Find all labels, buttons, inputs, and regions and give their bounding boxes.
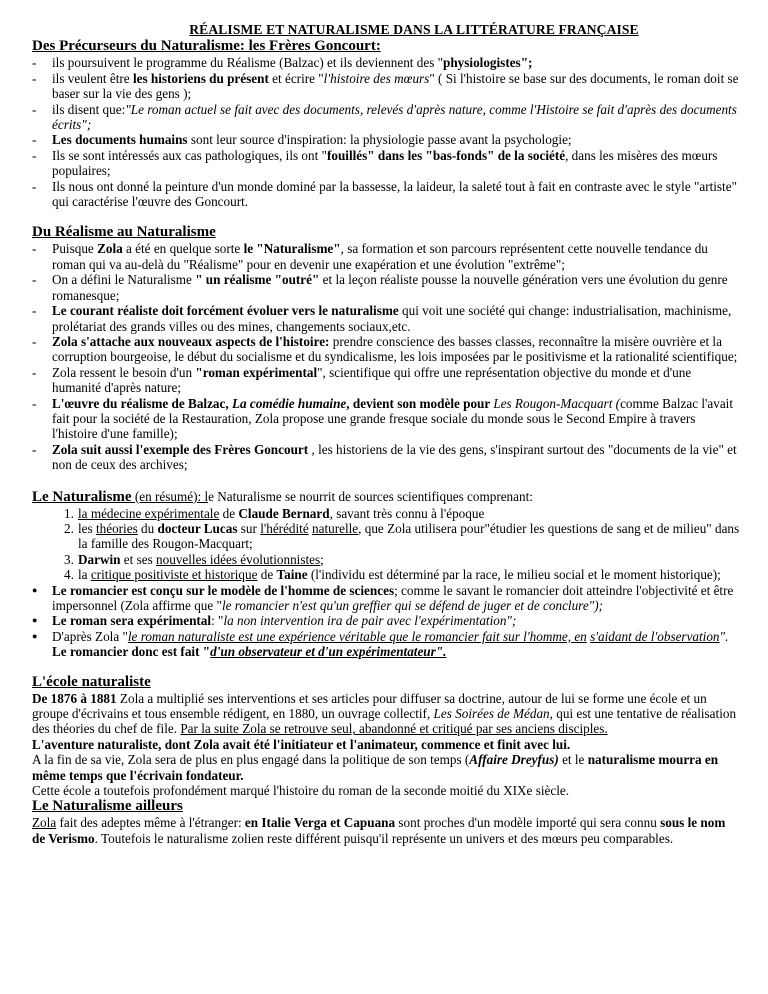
section-ecole-naturaliste xyxy=(32,674,740,847)
list-item: 4. la critique positiviste et historique de Taine (l'individu est déterminé par la race, le milieu social et le moment historique); xyxy=(64,567,721,583)
paragraph: Zola fait des adeptes même à l'étranger: en Italie Verga et Capuana sont proches d'un modèle importé qui sera connu sous le nom de Verismo. Toutefois le naturalisme zolien reste différent puisqu'il représente un univers et des mœurs peu comparables. xyxy=(32,815,726,846)
list-item: - Les documents humains sont leur source d'inspiration: la physiologie passe avant la psychologie; xyxy=(32,132,740,147)
list-item: - Ils nous ont donné la peinture d'un monde dominé par la bassesse, la laideur, la saleté tout à fait en contraste avec le style "artiste" qui caractérise l'œuvre des Goncourt. xyxy=(32,179,740,210)
sources-list xyxy=(32,506,740,583)
section-heading-ecole-naturaliste: L'école naturaliste xyxy=(32,673,151,690)
paragraph: De 1876 à 1881 Zola a multiplié ses interventions et ses articles pour diffuser sa doctrine, autour de lui se forme une école et un groupe d'écrivains et tous ensemble rédigent, en 1880, un ouvrage collectif, Les Soirées de Médan, qui est une tentative de réalisation des théories du chef de file. Par la suite Zola se retrouve seul, abandonné et critiqué par ses anciens disciples. xyxy=(32,690,737,737)
list-item: - On a défini le Naturalisme " un réalisme "outré" et la leçon réaliste pousse la nouvelle génération vers une évolution du genre romanesque; xyxy=(32,272,740,303)
section-realisme-naturalisme xyxy=(32,224,740,472)
list-item: - ils veulent être les historiens du présent et écrire "l'histoire des mœurs" ( Si l'histoire se base sur des documents, le roman doit se baser sur la vie des gens ); xyxy=(32,71,740,102)
section-heading-naturalisme-resume: Le Naturalisme (en résumé): le Naturalisme se nourrit de sources scientifiques comprenant: xyxy=(32,488,533,505)
section-heading-naturalisme-ailleurs: Le Naturalisme ailleurs xyxy=(32,798,183,815)
list-item: - ils poursuivent le programme du Réalisme (Balzac) et ils deviennent des "physiologistes"; xyxy=(32,55,740,70)
paragraph: L'aventure naturaliste, dont Zola avait été l'initiateur et l'animateur, commence et finit avec lui. xyxy=(32,736,571,752)
section-heading-realisme-naturalisme: Du Réalisme au Naturalisme xyxy=(32,224,216,241)
list-item: - Zola ressent le besoin d'un "roman expérimental", scientifique qui offre une représentation objective du monde et d'une humanité d'après nature; xyxy=(32,365,740,396)
realisme-list xyxy=(32,241,740,472)
list-item: 3. Darwin et ses nouvelles idées évolutionnistes; xyxy=(64,551,324,567)
list-item: - Ils se sont intéressés aux cas pathologiques, ils ont "fouillés" dans les "bas-fonds" de la société, dans les misères des mœurs populaires; xyxy=(32,148,740,179)
section-naturalisme-resume xyxy=(32,488,740,660)
document-title: RÉALISME ET NATURALISME DANS LA LITTÉRATURE FRANÇAISE xyxy=(189,22,639,37)
paragraph: Cette école a toutefois profondément marqué l'histoire du roman de la seconde moitié du XIXe siècle. xyxy=(32,783,570,799)
list-item: - Zola suit aussi l'exemple des Frères Goncourt , les historiens de la vie des gens, s'inspirant surtout des "documents de la vie" et non de ceux des archives; xyxy=(32,442,740,473)
precurseurs-list xyxy=(32,55,740,209)
list-item: - ils disent que:"Le roman actuel se fait avec des documents, relevés d'après nature, comme l'Histoire se fait d'après des documents écrits"; xyxy=(32,102,740,133)
list-item: - Le courant réaliste doit forcément évoluer vers le naturalisme qui voit une société qui change: industrialisation, machinisme, prolétariat des grands villes ou des mines, changements sociaux,etc. xyxy=(32,303,740,334)
list-item: ● D'après Zola "le roman naturaliste est une expérience véritable que le romancier fait sur l'homme, en s'aidant de l'observation". Le romancier donc est fait "d'un observateur et d'un expérimentateur". xyxy=(32,629,740,660)
list-item: 1. la médecine expérimentale de Claude Bernard, savant très connu à l'époque xyxy=(64,505,485,521)
list-item: ● Le romancier est conçu sur le modèle de l'homme de sciences; comme le savant le romancier doit atteindre l'objectivité et être impersonnel (Zola affirme que "le romancier n'est qu'un greffier qui se défend de juger et de conclure"); xyxy=(32,583,740,614)
list-item: ● Le roman sera expérimental: "la non intervention ira de pair avec l'expérimentation"; xyxy=(32,613,740,628)
section-heading-precurseurs: Des Précurseurs du Naturalisme: les Frères Goncourt: xyxy=(32,38,381,55)
list-item: - Zola s'attache aux nouveaux aspects de l'histoire: prendre conscience des basses classes, reconnaître la misère ouvrière et la corruption bourgeoise, le début du socialisme et du syndicalisme, les lois imposées par le positivisme et la rationalité scientifique; xyxy=(32,334,740,365)
paragraph: A la fin de sa vie, Zola sera de plus en plus engagé dans la politique de son temps (Affaire Dreyfus) et le naturalisme mourra en même temps que l'écrivain fondateur. xyxy=(32,752,719,783)
list-item: - L'œuvre du réalisme de Balzac, La comédie humaine, devient son modèle pour Les Rougon-Macquart (comme Balzac l'avait fait pour la société de la Restauration, Zola propose une grande fresque sociale du monde sous le Second Empire à travers l'histoire d'une famille); xyxy=(32,396,740,442)
section-precurseurs xyxy=(32,38,740,209)
list-item: 2. les théories du docteur Lucas sur l'hérédité naturelle, que Zola utilisera pour"étudier les questions de sang et de milieu" dans la famille des Rougon-Macquart; xyxy=(64,520,740,552)
naturalisme-bullets xyxy=(32,583,740,660)
list-item: - Puisque Zola a été en quelque sorte le "Naturalisme", sa formation et son parcours représentent cette nouvelle tendance du roman qui va au-delà du "Réalisme" pour en devenir une exapération et une évolution "extrême"; xyxy=(32,241,740,272)
